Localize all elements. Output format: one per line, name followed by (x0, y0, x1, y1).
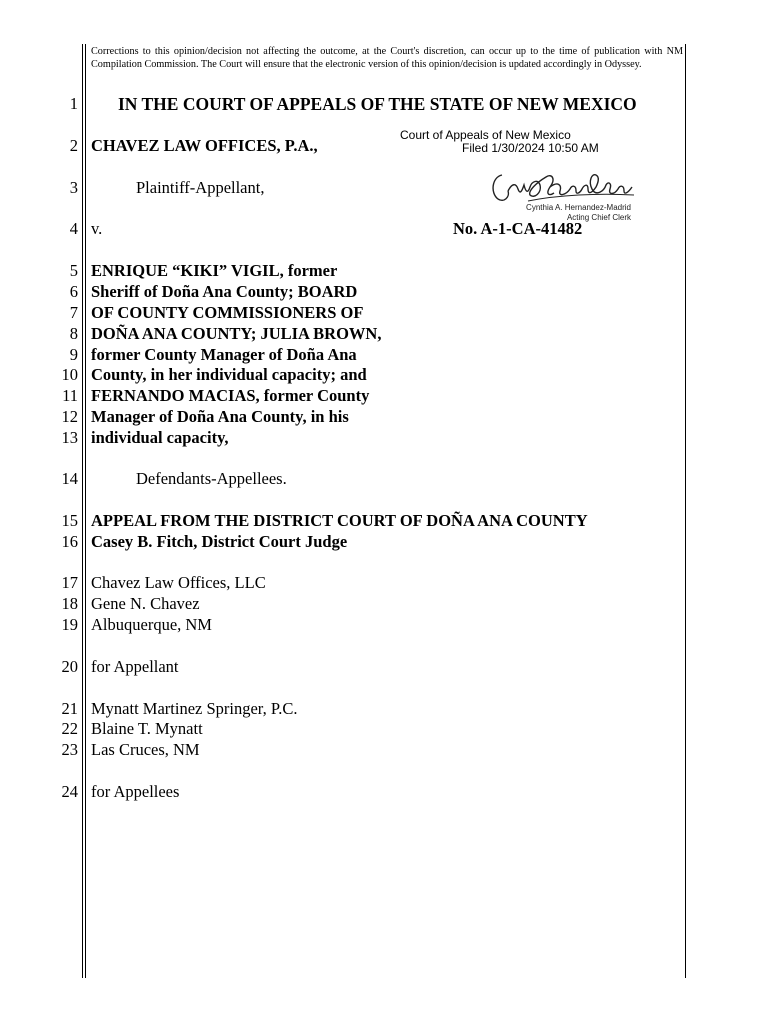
line-number: 1 (69, 94, 78, 113)
appellee-counsel-line: Mynatt Martinez Springer, P.C. (91, 699, 298, 718)
line-number: 2 (69, 136, 78, 155)
filing-stamp-court: Court of Appeals of New Mexico (400, 128, 571, 142)
line-number: 15 (61, 511, 78, 530)
defendant-role: Defendants-Appellees. (136, 469, 287, 488)
right-margin-rule (685, 44, 686, 978)
line-number: 22 (61, 719, 78, 738)
plaintiff-name: CHAVEZ LAW OFFICES, P.A., (91, 136, 318, 155)
defendant-line: County, in her individual capacity; and (91, 365, 367, 384)
clerk-title: Acting Chief Clerk (566, 213, 631, 222)
appellee-counsel-line: Las Cruces, NM (91, 740, 200, 759)
left-margin-rule-inner (85, 44, 86, 978)
versus: v. (91, 219, 103, 238)
district-judge: Casey B. Fitch, District Court Judge (91, 532, 348, 551)
defendant-line: Sheriff of Doña Ana County; BOARD (91, 282, 358, 301)
case-number: No. A-1-CA-41482 (453, 219, 583, 238)
line-number: 9 (69, 345, 78, 364)
clerk-signature (488, 165, 638, 207)
defendant-line: OF COUNTY COMMISSIONERS OF (91, 303, 364, 322)
filing-stamp (400, 129, 600, 155)
line-number: 16 (61, 532, 78, 551)
line-number: 13 (61, 428, 78, 447)
court-heading: IN THE COURT OF APPEALS OF THE STATE OF NEW MEXICO (118, 94, 637, 114)
left-margin-rule (82, 44, 83, 978)
line-number: 23 (61, 740, 78, 759)
appeal-from: APPEAL FROM THE DISTRICT COURT OF DOÑA ANA COUNTY (91, 511, 588, 530)
defendant-line: individual capacity, (91, 428, 229, 447)
for-appellant: for Appellant (91, 657, 179, 676)
defendant-line: Manager of Doña Ana County, in his (91, 407, 349, 426)
line-number: 4 (69, 219, 78, 238)
defendant-line: DOÑA ANA COUNTY; JULIA BROWN, (91, 324, 382, 343)
line-number: 19 (61, 615, 78, 634)
line-number: 6 (69, 282, 78, 301)
clerk-name: Cynthia A. Hernandez-Madrid (526, 203, 631, 212)
line-number: 11 (62, 386, 78, 405)
line-number: 3 (69, 178, 78, 197)
appellee-counsel-line: Blaine T. Mynatt (91, 719, 203, 738)
line-number: 20 (61, 657, 78, 676)
appellant-counsel-line: Chavez Law Offices, LLC (91, 573, 266, 592)
defendant-line: FERNANDO MACIAS, former County (91, 386, 370, 405)
plaintiff-role: Plaintiff-Appellant, (136, 178, 265, 197)
line-number: 12 (61, 407, 78, 426)
line-number: 7 (69, 303, 78, 322)
line-number: 17 (61, 573, 78, 592)
defendant-line: ENRIQUE “KIKI” VIGIL, former (91, 261, 338, 280)
line-number: 21 (61, 699, 78, 718)
line-number: 18 (61, 594, 78, 613)
defendant-line: former County Manager of Doña Ana (91, 345, 357, 364)
filing-stamp-date: Filed 1/30/2024 10:50 AM (462, 141, 599, 155)
appellant-counsel-line: Albuquerque, NM (91, 615, 212, 634)
corrections-notice: Corrections to this opinion/decision not affecting the outcome, at the Court's discretion, can occur up to the time of publication with NM Compilation Commission. The Court will ensure that the electronic version of this opinion/decision is updated accordingly in Odyssey. (91, 46, 683, 70)
line-number: 8 (69, 324, 78, 343)
appellant-counsel-line: Gene N. Chavez (91, 594, 200, 613)
line-number: 14 (61, 469, 78, 488)
line-number: 10 (61, 365, 78, 384)
line-number: 24 (61, 782, 78, 801)
line-number: 5 (69, 261, 78, 280)
for-appellees: for Appellees (91, 782, 180, 801)
